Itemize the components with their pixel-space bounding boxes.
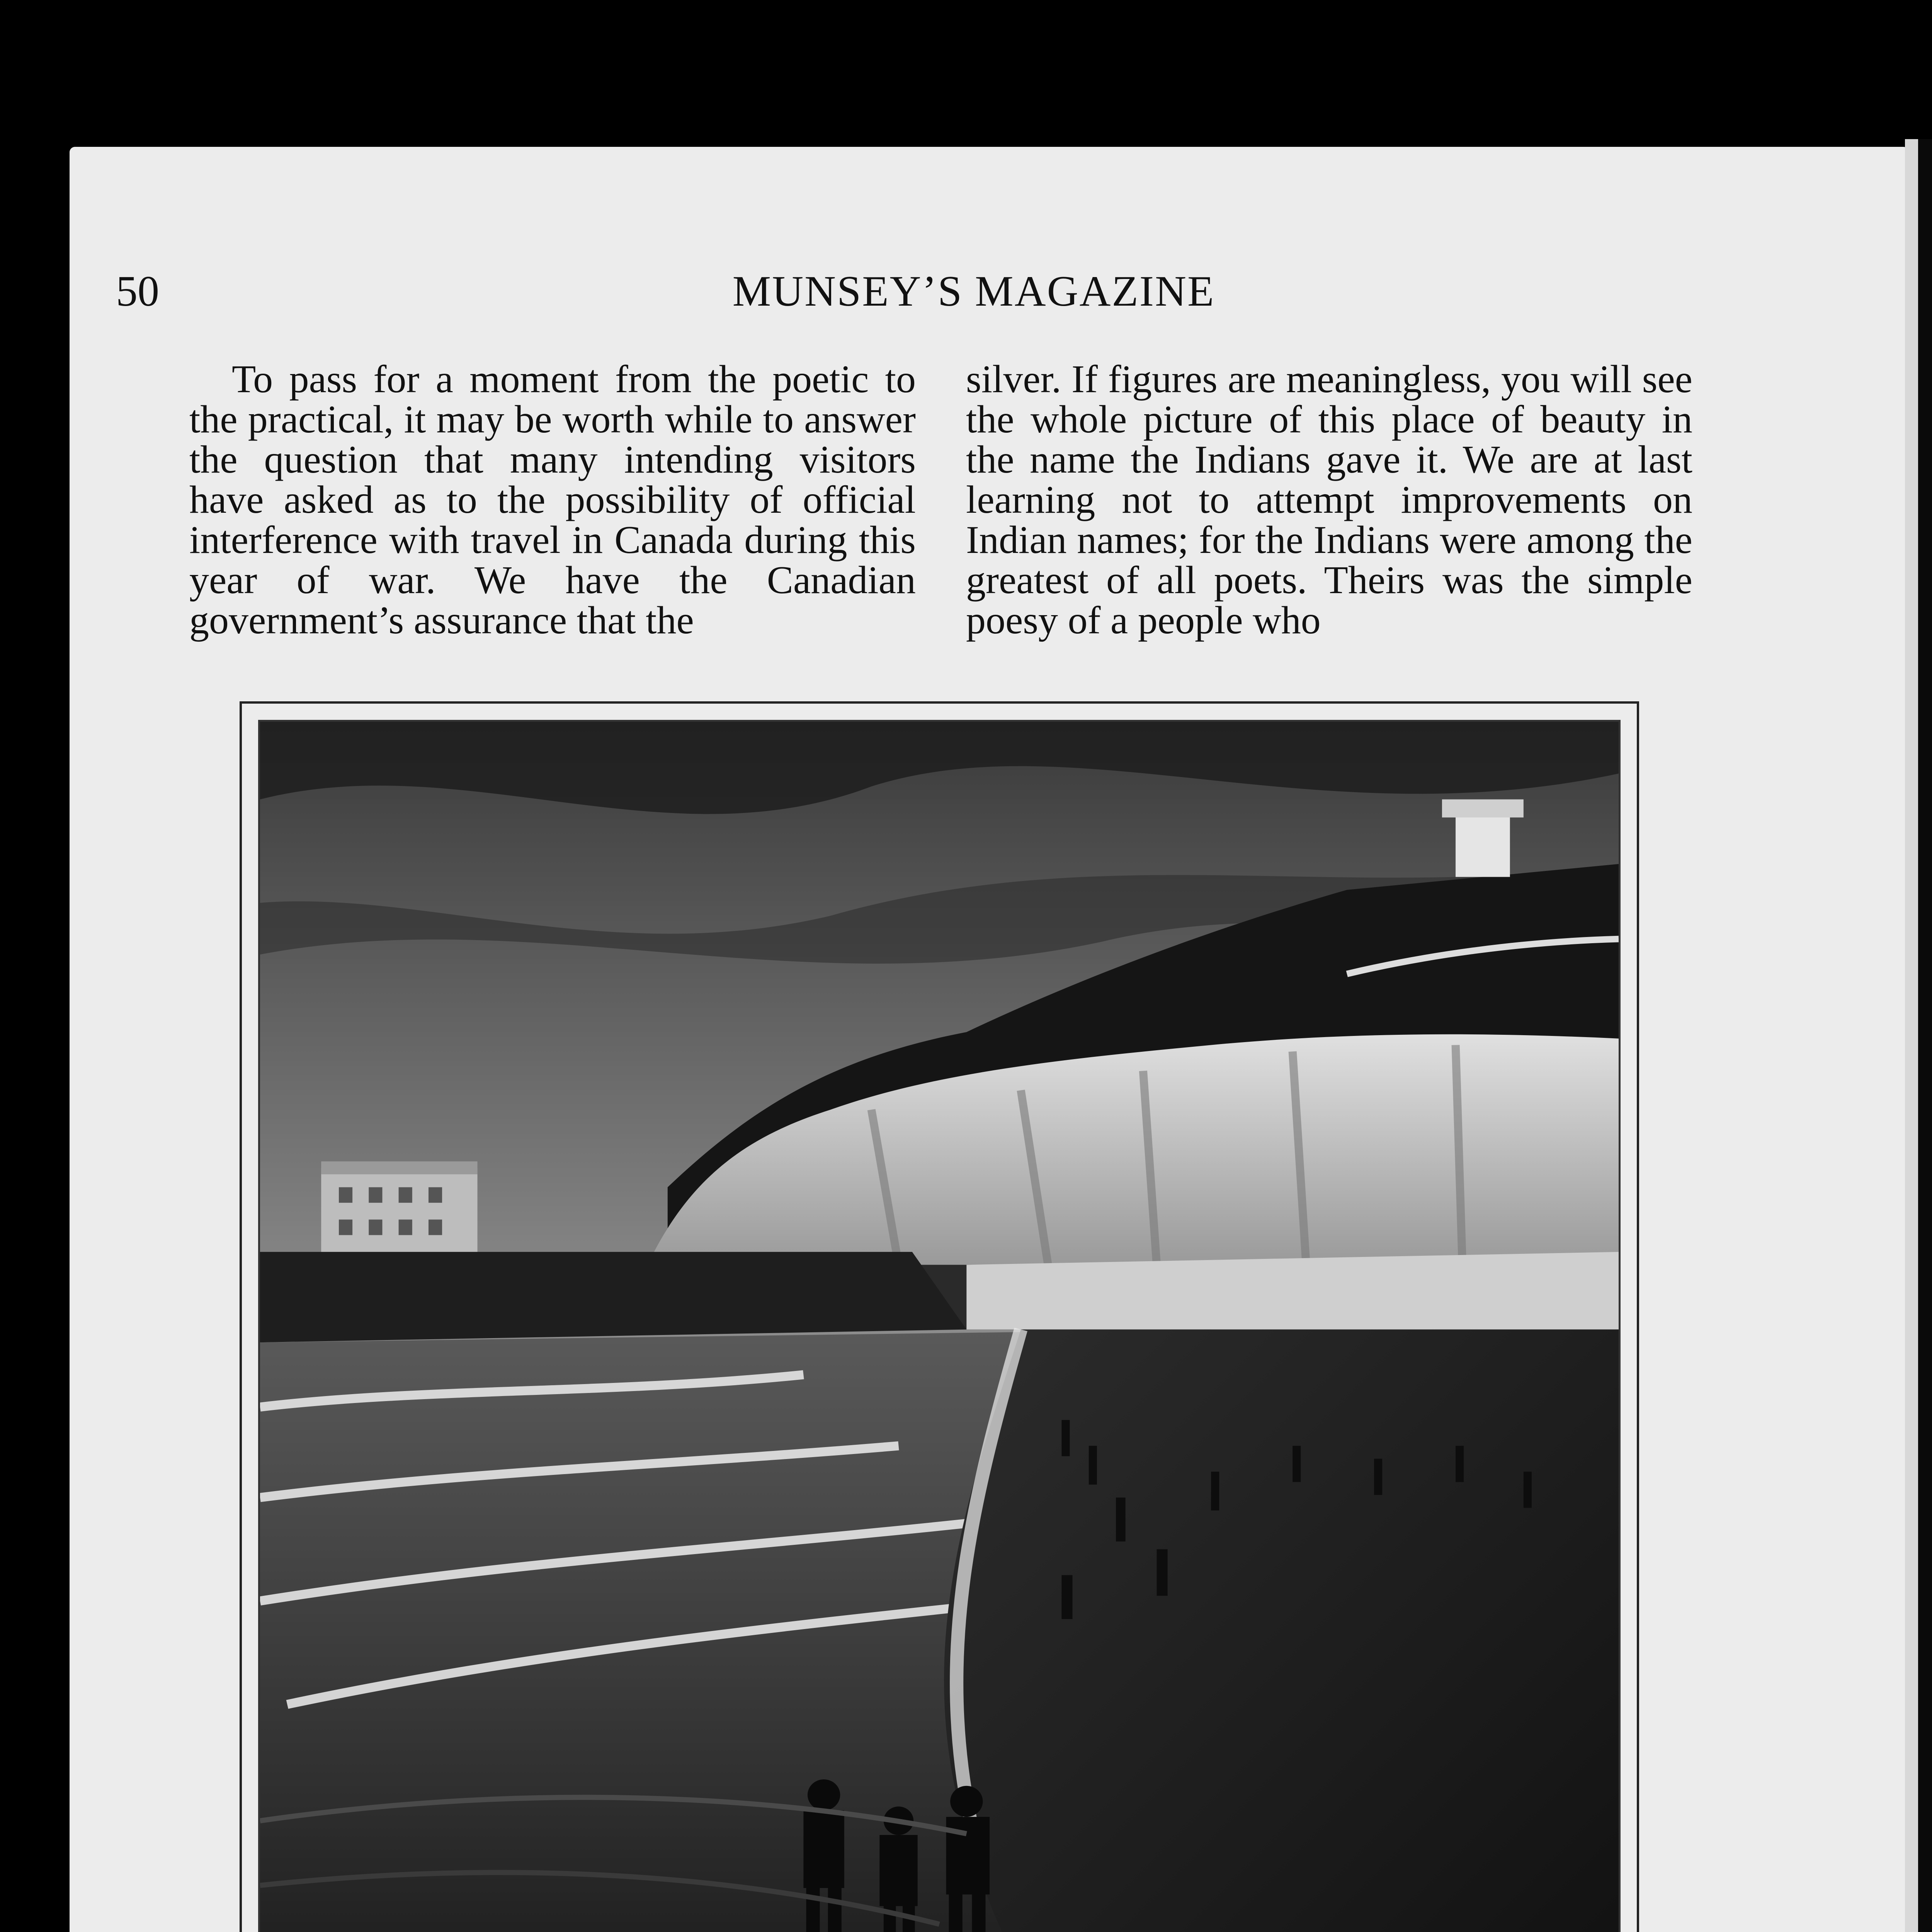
top-left-column bbox=[189, 359, 916, 641]
photo-frame bbox=[240, 701, 1639, 1932]
running-head: MUNSEY’S MAGAZINE bbox=[732, 267, 1215, 315]
beach-photo-illustration bbox=[260, 722, 1619, 1932]
top-right-column bbox=[966, 359, 1692, 641]
photograph bbox=[258, 720, 1621, 1932]
facing-page-edge bbox=[1905, 139, 1932, 1932]
paragraph: silver. If figures are meaningless, you will see the whole picture of this place of beauty in the name the Indians gave it. We are at last learning not to attempt improvements on Indian names; for the Indians were among the greatest of all poets. Theirs was the simple poesy of a people who bbox=[966, 357, 1692, 642]
paragraph: To pass for a moment from the poetic to the practical, it may be worth while to answer the question that many intending visitors have asked as to the possibility of official interference with travel in Canada during this year of war. We have the Canadian government’s assurance that the bbox=[189, 357, 916, 642]
page-number: 50 bbox=[116, 267, 159, 315]
page-gutter-shadow bbox=[1918, 139, 1932, 1932]
